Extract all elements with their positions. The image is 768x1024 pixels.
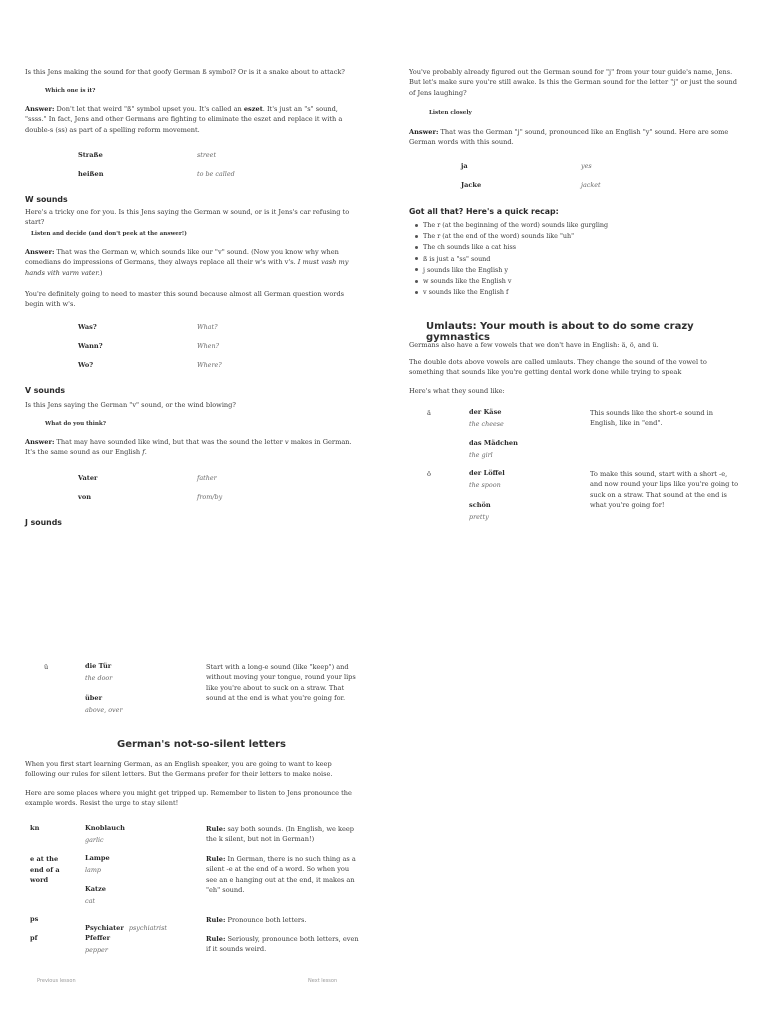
eszet-intro: Is this Jens making the sound for that goofy German ß symbol? Or is it a snake about to attack? <box>25 68 345 76</box>
translation-garlic: garlic <box>85 836 104 844</box>
w-para-2: You're definitely going to need to master this sound because almost all German question words begin with w's. <box>25 290 345 309</box>
translation-the-spoon: the spoon <box>469 481 501 489</box>
recap-list <box>415 220 735 298</box>
rule-e-end: Rule: In German, there is no such thing as a silent -e at the end of a word. So when you see an e hanging out at the end, it makes an "eh" sound. <box>206 855 356 895</box>
w-answer: Answer: That was the German w, which sounds like our "v" sound. (Now you know why when comedians do impressions of Germans, they always replace all their w's with v's. I must vash my hands vith varm vater.) <box>25 248 349 277</box>
word-schoen[interactable]: schön <box>469 501 491 509</box>
word-ja[interactable]: ja <box>461 162 468 170</box>
v-intro: Is this Jens saying the German "v" sound, or the wind blowing? <box>25 401 236 409</box>
silent-key-e-end: e at the end of a word <box>30 855 60 884</box>
j-audio-prompt[interactable]: Listen closely <box>429 110 472 116</box>
rule-kn: Rule: say both sounds. (In English, we keep the k silent, but not in German!) <box>206 825 354 844</box>
silent-key-kn: kn <box>30 824 40 832</box>
w-audio-prompt[interactable]: Listen and decide (and don't peek at the answer!) <box>31 231 187 237</box>
word-katze[interactable]: Katze <box>85 885 106 893</box>
rule-ps: Rule: Pronounce both letters. <box>206 916 307 924</box>
recap-item: The ch sounds like a cat hiss <box>415 242 735 253</box>
recap-item: ß is just a "ss" sound <box>415 254 735 265</box>
translation-pepper: pepper <box>85 946 108 954</box>
umlauts-heading: Umlauts: Your mouth is about to do some crazy gymnastics <box>426 321 694 343</box>
translation-the-girl: the girl <box>469 451 493 459</box>
silent-para-2: Here are some places where you might get tripped up. Remember to listen to Jens pronounce the example words. Resist the urge to stay silent! <box>25 789 352 808</box>
previous-lesson-link[interactable]: Previous lesson <box>37 978 76 984</box>
word-der-kaese[interactable]: der Käse <box>469 408 502 416</box>
umlaut-letter-a: ä <box>427 409 431 417</box>
umlaut-o-description: To make this sound, start with a short -e, and now round your lips like you're going to suck on a straw. That sound at the end is what you're going for! <box>590 470 739 510</box>
word-lampe[interactable]: Lampe <box>85 854 110 862</box>
word-vater[interactable]: Vater <box>78 474 98 482</box>
translation-street: street <box>197 151 217 159</box>
translation-jacket: jacket <box>581 181 601 189</box>
word-strasse[interactable]: Straße <box>78 151 103 159</box>
word-wann[interactable]: Wann? <box>78 342 103 350</box>
umlauts-para-2: The double dots above vowels are called umlauts. They change the sound of the vowel to something that sounds like you're getting dental work done while trying to speak <box>409 358 707 377</box>
translation-above-over: above, over <box>85 706 123 714</box>
rule-pf: Rule: Seriously, pronounce both letters, even if it sounds weird. <box>206 935 359 954</box>
umlaut-u-description: Start with a long-e sound (like "keep") and without moving your tongue, round your lips like you're about to suck on a straw. That sound at the end is what you're going for. <box>206 663 356 703</box>
j-intro: You've probably already figured out the German sound for "j" from your tour guide's name, Jens. But let's make sure you're still awake. Is this the German sound for the letter "j" or just the sound of Jens laughing? <box>409 68 738 97</box>
translation-yes: yes <box>581 162 592 170</box>
recap-item: The r (at the end of the word) sounds like "uh" <box>415 231 735 242</box>
translation-what: What? <box>197 323 218 331</box>
word-der-loeffel[interactable]: der Löffel <box>469 469 505 477</box>
silent-para-1: When you first start learning German, as an English speaker, you are going to want to keep following our rules for silent letters. But the Germans prefer for their letters to make noise. <box>25 760 333 779</box>
translation-to-be-called: to be called <box>197 170 235 178</box>
word-psychiater-row[interactable] <box>85 915 167 934</box>
word-pfeffer[interactable]: Pfeffer <box>85 934 111 942</box>
translation-where: Where? <box>197 361 222 369</box>
translation-lamp: lamp <box>85 866 102 874</box>
word-psychiater[interactable]: Psychiater <box>85 924 124 932</box>
word-knoblauch[interactable]: Knoblauch <box>85 824 125 832</box>
umlauts-para-1: Germans also have a few vowels that we don't have in English: ä, ö, and ü. <box>409 341 659 349</box>
umlauts-para-3: Here's what they sound like: <box>409 387 505 395</box>
silent-key-ps: ps <box>30 915 39 923</box>
silent-key-pf: pf <box>30 934 38 942</box>
word-das-maedchen[interactable]: das Mädchen <box>469 439 518 447</box>
word-jacke[interactable]: Jacke <box>461 181 482 189</box>
translation-pretty: pretty <box>469 513 489 521</box>
eszet-answer: Answer: Don't let that weird "ß" symbol upset you. It's called an eszet. It's just an "s" sound, "ssss." In fact, Jens and other Germans are fighting to eliminate the eszet and replace it with a double-s (ss) as part of a spelling reform movement. <box>25 105 343 134</box>
word-wo[interactable]: Wo? <box>78 361 94 369</box>
j-sounds-heading: J sounds <box>25 518 62 527</box>
recap-heading: Got all that? Here's a quick recap: <box>409 207 559 216</box>
word-was[interactable]: Was? <box>78 323 97 331</box>
recap-item: w sounds like the English v <box>415 276 735 287</box>
translation-psychiatrist: psychiatrist <box>128 924 167 932</box>
next-lesson-link[interactable]: Next lesson <box>308 978 338 984</box>
translation-cat: cat <box>85 897 95 905</box>
silent-letters-heading: German's not-so-silent letters <box>117 739 287 750</box>
recap-item: v sounds like the English f <box>415 287 735 298</box>
umlaut-a-description: This sounds like the short-e sound in English, like in "end". <box>590 409 714 428</box>
j-answer: Answer: That was the German "j" sound, pronounced like an English "y" sound. Here are some German words with this sound. <box>409 128 729 147</box>
umlaut-letter-u: ü <box>44 663 49 671</box>
word-ueber[interactable]: über <box>85 694 103 702</box>
recap-item: j sounds like the English y <box>415 265 735 276</box>
recap-item: The r (at the beginning of the word) sounds like gurgling <box>415 220 735 231</box>
v-audio-prompt[interactable]: What do you think? <box>45 421 107 427</box>
translation-father: father <box>197 474 217 482</box>
translation-the-door: the door <box>85 674 113 682</box>
eszet-audio-prompt[interactable]: Which one is it? <box>45 88 96 94</box>
translation-when: When? <box>197 342 220 350</box>
w-intro: Here's a tricky one for you. Is this Jens saying the German w sound, or is it Jens's car refusing to start? <box>25 208 350 227</box>
translation-from-by: from/by <box>197 493 223 501</box>
translation-the-cheese: the cheese <box>469 420 504 428</box>
word-heissen[interactable]: heißen <box>78 170 104 178</box>
w-sounds-heading: W sounds <box>25 195 68 204</box>
v-answer: Answer: That may have sounded like wind, but that was the sound the letter v makes in German. It's the same sound as our English f. <box>25 438 352 457</box>
v-sounds-heading: V sounds <box>25 386 66 395</box>
umlaut-letter-o: ö <box>427 470 431 478</box>
word-die-tuer[interactable]: die Tür <box>85 662 112 670</box>
word-von[interactable]: von <box>78 493 92 501</box>
